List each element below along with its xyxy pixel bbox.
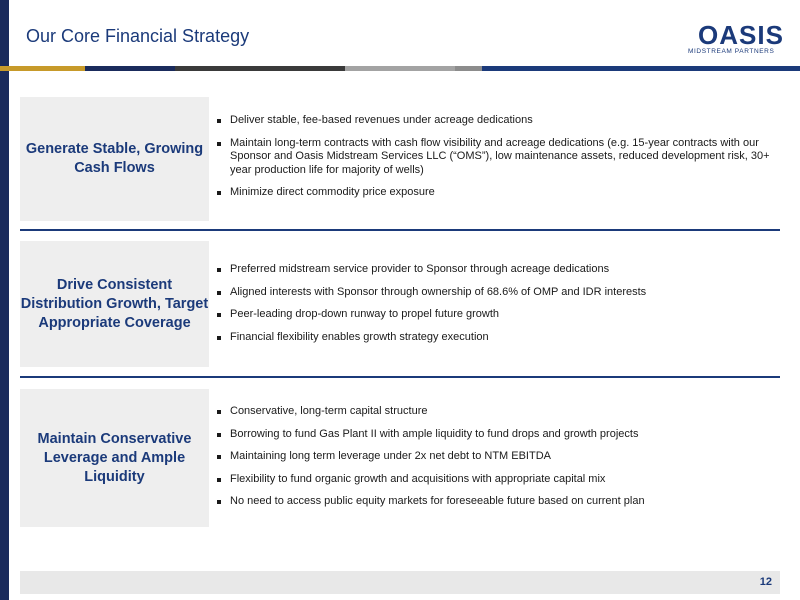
section-divider [20, 229, 780, 231]
bullet-item: Peer-leading drop-down runway to propel future growth [214, 308, 774, 322]
bullet-item: Flexibility to fund organic growth and acquisitions with appropriate capital mix [214, 473, 774, 487]
section-heading-box [20, 241, 209, 367]
logo-tagline: MIDSTREAM PARTNERS [688, 48, 775, 55]
bullet-list [214, 405, 774, 518]
accent-segment-blue [482, 66, 800, 71]
logo-wordmark: OASIS [698, 20, 784, 50]
bullet-item: No need to access public equity markets for foreseeable future based on current plan [214, 495, 774, 509]
bullet-item: Maintaining long term leverage under 2x net debt to NTM EBITDA [214, 450, 774, 464]
slide-footer [20, 571, 780, 594]
accent-segment-gold [0, 66, 85, 71]
bullet-list [214, 263, 774, 353]
accent-segment-darkgray [455, 66, 482, 71]
accent-segment-navy [85, 66, 175, 71]
left-edge-rail [0, 0, 9, 600]
bullet-item: Conservative, long-term capital structure [214, 405, 774, 419]
section-heading: Maintain Conservative Leverage and Ample Liquidity [37, 430, 192, 485]
bullet-item: Preferred midstream service provider to Sponsor through acreage dedications [214, 263, 774, 277]
company-logo [688, 20, 783, 60]
page-title: Our Core Financial Strategy [26, 26, 250, 46]
bullet-item: Maintain long-term contracts with cash flow visibility and acreage dedications (e.g. 15-year contracts with our Sponsor and Oasis Midstream Services LLC (“OMS”), low maintenance assets, reduced development risk, 30+ year production life for majority of wells) [214, 137, 774, 178]
bullet-list [214, 114, 774, 209]
section-heading-box [20, 389, 209, 527]
header-accent-bar [0, 66, 800, 71]
bullet-item: Deliver stable, fee-based revenues under acreage dedications [214, 114, 774, 128]
bullet-item: Aligned interests with Sponsor through ownership of 68.6% of OMP and IDR interests [214, 286, 774, 300]
strategy-section-leverage [20, 389, 780, 527]
bullet-item: Borrowing to fund Gas Plant II with ample liquidity to fund drops and growth projects [214, 428, 774, 442]
bullet-item: Minimize direct commodity price exposure [214, 186, 774, 200]
section-divider [20, 376, 780, 378]
accent-segment-charcoal [175, 66, 345, 71]
strategy-section-distribution [20, 241, 780, 367]
section-heading-box [20, 97, 209, 221]
strategy-section-cash-flows [20, 97, 780, 221]
bullet-item: Financial flexibility enables growth strategy execution [214, 331, 774, 345]
accent-segment-gray [345, 66, 455, 71]
section-heading: Drive Consistent Distribution Growth, Target Appropriate Coverage [20, 276, 209, 331]
section-heading: Generate Stable, Growing Cash Flows [25, 141, 204, 176]
page-number: 12 [759, 576, 772, 588]
